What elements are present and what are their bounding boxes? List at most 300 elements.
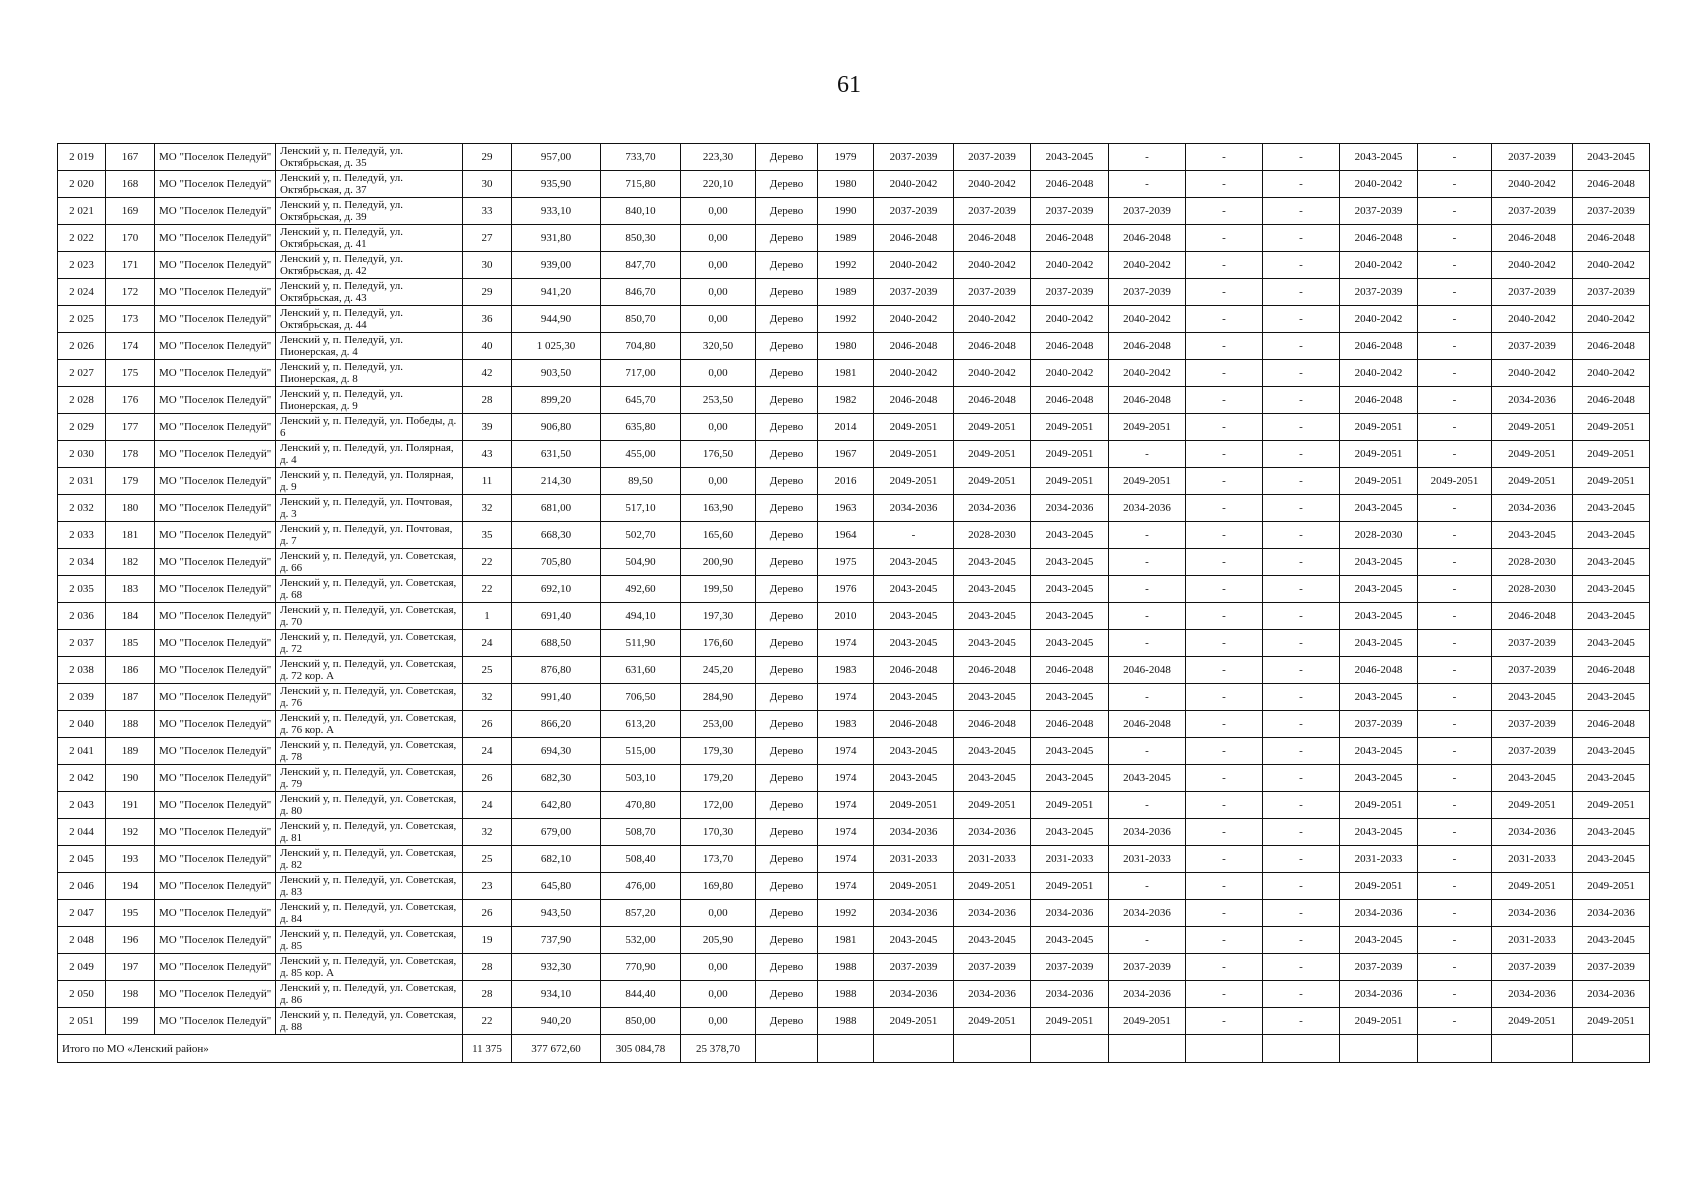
build-year-cell: 1981: [818, 360, 874, 387]
repair-period-8-cell: -: [1418, 360, 1492, 387]
residential-area-cell: 503,10: [601, 765, 681, 792]
repair-period-4-cell: -: [1109, 684, 1186, 711]
total-empty-cell: [756, 1035, 818, 1063]
building-number-cell: 190: [106, 765, 155, 792]
municipality-cell: МО "Поселок Пеледуй": [155, 279, 276, 306]
table-row: [58, 792, 1650, 819]
row-number-cell: 2 023: [58, 252, 106, 279]
municipality-cell: МО "Поселок Пеледуй": [155, 630, 276, 657]
repair-period-1-cell: 2043-2045: [874, 927, 954, 954]
total-empty-cell: [1031, 1035, 1109, 1063]
total-empty-cell: [1109, 1035, 1186, 1063]
total-area-cell: 866,20: [512, 711, 601, 738]
repair-period-7-cell: 2034-2036: [1340, 900, 1418, 927]
other-area-cell: 199,50: [681, 576, 756, 603]
repair-period-3-cell: 2034-2036: [1031, 981, 1109, 1008]
row-number-cell: 2 049: [58, 954, 106, 981]
repair-period-10-cell: 2046-2048: [1573, 711, 1650, 738]
building-number-cell: 192: [106, 819, 155, 846]
repair-period-6-cell: -: [1263, 225, 1340, 252]
repair-period-5-cell: -: [1186, 1008, 1263, 1035]
repair-period-2-cell: 2037-2039: [954, 954, 1031, 981]
repair-period-2-cell: 2043-2045: [954, 765, 1031, 792]
residential-area-cell: 508,40: [601, 846, 681, 873]
repair-period-9-cell: 2031-2033: [1492, 927, 1573, 954]
repair-period-2-cell: 2043-2045: [954, 927, 1031, 954]
repair-period-1-cell: 2037-2039: [874, 198, 954, 225]
repair-period-3-cell: 2037-2039: [1031, 279, 1109, 306]
repair-period-8-cell: -: [1418, 144, 1492, 171]
repair-period-7-cell: 2049-2051: [1340, 414, 1418, 441]
building-number-cell: 180: [106, 495, 155, 522]
row-number-cell: 2 039: [58, 684, 106, 711]
repair-period-7-cell: 2031-2033: [1340, 846, 1418, 873]
residents-count-cell: 11: [463, 468, 512, 495]
wall-material-cell: Дерево: [756, 576, 818, 603]
total-empty-cell: [1492, 1035, 1573, 1063]
wall-material-cell: Дерево: [756, 225, 818, 252]
repair-period-2-cell: 2034-2036: [954, 819, 1031, 846]
municipality-cell: МО "Поселок Пеледуй": [155, 252, 276, 279]
total-empty-cell: [818, 1035, 874, 1063]
repair-period-2-cell: 2043-2045: [954, 684, 1031, 711]
repair-period-3-cell: 2043-2045: [1031, 765, 1109, 792]
address-cell: Ленский у, п. Пеледуй, ул. Октябрьская, д. 44: [276, 306, 463, 333]
repair-period-9-cell: 2034-2036: [1492, 819, 1573, 846]
repair-period-2-cell: 2040-2042: [954, 360, 1031, 387]
building-number-cell: 194: [106, 873, 155, 900]
total-area-cell: 682,10: [512, 846, 601, 873]
repair-period-8-cell: -: [1418, 279, 1492, 306]
repair-period-8-cell: -: [1418, 711, 1492, 738]
total-area-cell: 1 025,30: [512, 333, 601, 360]
build-year-cell: 1980: [818, 171, 874, 198]
municipality-cell: МО "Поселок Пеледуй": [155, 900, 276, 927]
repair-period-10-cell: 2040-2042: [1573, 360, 1650, 387]
build-year-cell: 1963: [818, 495, 874, 522]
other-area-cell: 170,30: [681, 819, 756, 846]
repair-period-5-cell: -: [1186, 900, 1263, 927]
repair-period-5-cell: -: [1186, 576, 1263, 603]
repair-period-10-cell: 2043-2045: [1573, 765, 1650, 792]
table-row: [58, 549, 1650, 576]
residents-count-cell: 36: [463, 306, 512, 333]
total-area-cell: 931,80: [512, 225, 601, 252]
repair-period-6-cell: -: [1263, 873, 1340, 900]
repair-period-1-cell: 2034-2036: [874, 900, 954, 927]
wall-material-cell: Дерево: [756, 738, 818, 765]
repair-period-1-cell: 2037-2039: [874, 144, 954, 171]
repair-period-7-cell: 2049-2051: [1340, 468, 1418, 495]
repair-period-10-cell: 2037-2039: [1573, 954, 1650, 981]
repair-period-10-cell: 2043-2045: [1573, 738, 1650, 765]
residents-count-cell: 29: [463, 144, 512, 171]
municipality-cell: МО "Поселок Пеледуй": [155, 792, 276, 819]
repair-period-9-cell: 2037-2039: [1492, 279, 1573, 306]
residential-area-cell: 844,40: [601, 981, 681, 1008]
repair-period-6-cell: -: [1263, 819, 1340, 846]
repair-period-3-cell: 2040-2042: [1031, 306, 1109, 333]
build-year-cell: 1992: [818, 900, 874, 927]
repair-period-10-cell: 2049-2051: [1573, 414, 1650, 441]
repair-period-1-cell: -: [874, 522, 954, 549]
repair-period-6-cell: -: [1263, 738, 1340, 765]
repair-period-4-cell: 2034-2036: [1109, 981, 1186, 1008]
repair-period-7-cell: 2049-2051: [1340, 441, 1418, 468]
residents-count-cell: 32: [463, 495, 512, 522]
repair-period-10-cell: 2034-2036: [1573, 900, 1650, 927]
build-year-cell: 1974: [818, 684, 874, 711]
repair-period-2-cell: 2043-2045: [954, 738, 1031, 765]
building-number-cell: 171: [106, 252, 155, 279]
build-year-cell: 1979: [818, 144, 874, 171]
residential-area-cell: 631,60: [601, 657, 681, 684]
repair-period-5-cell: -: [1186, 630, 1263, 657]
repair-period-9-cell: 2049-2051: [1492, 1008, 1573, 1035]
repair-period-2-cell: 2049-2051: [954, 441, 1031, 468]
repair-period-1-cell: 2043-2045: [874, 603, 954, 630]
residential-area-cell: 645,70: [601, 387, 681, 414]
municipality-cell: МО "Поселок Пеледуй": [155, 333, 276, 360]
other-area-cell: 0,00: [681, 1008, 756, 1035]
repair-period-1-cell: 2031-2033: [874, 846, 954, 873]
build-year-cell: 1974: [818, 792, 874, 819]
build-year-cell: 1974: [818, 846, 874, 873]
total-area-cell: 899,20: [512, 387, 601, 414]
repair-period-10-cell: 2043-2045: [1573, 846, 1650, 873]
residential-area-cell: 715,80: [601, 171, 681, 198]
repair-period-1-cell: 2043-2045: [874, 630, 954, 657]
repair-period-7-cell: 2040-2042: [1340, 306, 1418, 333]
address-cell: Ленский у, п. Пеледуй, ул. Октябрьская, д. 39: [276, 198, 463, 225]
total-area-cell: 957,00: [512, 144, 601, 171]
build-year-cell: 1980: [818, 333, 874, 360]
total-row: [58, 1035, 1650, 1063]
housing-register-table: [57, 143, 1650, 1063]
repair-period-4-cell: -: [1109, 576, 1186, 603]
address-cell: Ленский у, п. Пеледуй, ул. Пионерская, д. 4: [276, 333, 463, 360]
other-area-cell: 0,00: [681, 279, 756, 306]
other-area-cell: 205,90: [681, 927, 756, 954]
other-area-cell: 200,90: [681, 549, 756, 576]
residential-area-cell: 840,10: [601, 198, 681, 225]
residents-count-cell: 22: [463, 1008, 512, 1035]
row-number-cell: 2 041: [58, 738, 106, 765]
repair-period-5-cell: -: [1186, 468, 1263, 495]
residential-area-cell: 850,00: [601, 1008, 681, 1035]
repair-period-8-cell: -: [1418, 603, 1492, 630]
municipality-cell: МО "Поселок Пеледуй": [155, 549, 276, 576]
table-row: [58, 900, 1650, 927]
total-empty-cell: [1418, 1035, 1492, 1063]
wall-material-cell: Дерево: [756, 792, 818, 819]
residents-count-cell: 24: [463, 738, 512, 765]
wall-material-cell: Дерево: [756, 630, 818, 657]
residents-count-cell: 43: [463, 441, 512, 468]
total-area-cell: 214,30: [512, 468, 601, 495]
repair-period-10-cell: 2034-2036: [1573, 981, 1650, 1008]
build-year-cell: 1989: [818, 279, 874, 306]
repair-period-7-cell: 2043-2045: [1340, 927, 1418, 954]
total-area-cell: 691,40: [512, 603, 601, 630]
row-number-cell: 2 027: [58, 360, 106, 387]
repair-period-2-cell: 2046-2048: [954, 657, 1031, 684]
residents-count-cell: 26: [463, 711, 512, 738]
residents-count-cell: 39: [463, 414, 512, 441]
row-number-cell: 2 019: [58, 144, 106, 171]
table-row: [58, 144, 1650, 171]
row-number-cell: 2 029: [58, 414, 106, 441]
total-empty-cell: [1263, 1035, 1340, 1063]
municipality-cell: МО "Поселок Пеледуй": [155, 576, 276, 603]
build-year-cell: 1992: [818, 306, 874, 333]
total-other-area: 25 378,70: [681, 1035, 756, 1063]
building-number-cell: 181: [106, 522, 155, 549]
repair-period-10-cell: 2046-2048: [1573, 657, 1650, 684]
repair-period-6-cell: -: [1263, 387, 1340, 414]
repair-period-5-cell: -: [1186, 738, 1263, 765]
repair-period-7-cell: 2046-2048: [1340, 657, 1418, 684]
repair-period-2-cell: 2040-2042: [954, 171, 1031, 198]
row-number-cell: 2 034: [58, 549, 106, 576]
wall-material-cell: Дерево: [756, 495, 818, 522]
repair-period-7-cell: 2037-2039: [1340, 711, 1418, 738]
repair-period-9-cell: 2037-2039: [1492, 657, 1573, 684]
row-number-cell: 2 025: [58, 306, 106, 333]
municipality-cell: МО "Поселок Пеледуй": [155, 387, 276, 414]
residential-area-cell: 517,10: [601, 495, 681, 522]
repair-period-8-cell: -: [1418, 387, 1492, 414]
repair-period-4-cell: 2040-2042: [1109, 360, 1186, 387]
residential-area-cell: 89,50: [601, 468, 681, 495]
repair-period-6-cell: -: [1263, 954, 1340, 981]
address-cell: Ленский у, п. Пеледуй, ул. Советская, д. 72 кор. А: [276, 657, 463, 684]
repair-period-1-cell: 2037-2039: [874, 279, 954, 306]
repair-period-5-cell: -: [1186, 873, 1263, 900]
repair-period-6-cell: -: [1263, 684, 1340, 711]
repair-period-7-cell: 2043-2045: [1340, 549, 1418, 576]
table-row: [58, 954, 1650, 981]
repair-period-1-cell: 2034-2036: [874, 495, 954, 522]
row-number-cell: 2 045: [58, 846, 106, 873]
repair-period-9-cell: 2046-2048: [1492, 603, 1573, 630]
residents-count-cell: 29: [463, 279, 512, 306]
address-cell: Ленский у, п. Пеледуй, ул. Советская, д. 76 кор. А: [276, 711, 463, 738]
repair-period-9-cell: 2049-2051: [1492, 441, 1573, 468]
total-area-cell: 737,90: [512, 927, 601, 954]
total-area-cell: 944,90: [512, 306, 601, 333]
building-number-cell: 196: [106, 927, 155, 954]
repair-period-5-cell: -: [1186, 225, 1263, 252]
repair-period-3-cell: 2043-2045: [1031, 684, 1109, 711]
residential-area-cell: 733,70: [601, 144, 681, 171]
address-cell: Ленский у, п. Пеледуй, ул. Пионерская, д. 8: [276, 360, 463, 387]
repair-period-7-cell: 2046-2048: [1340, 333, 1418, 360]
total-area-cell: 941,20: [512, 279, 601, 306]
wall-material-cell: Дерево: [756, 468, 818, 495]
repair-period-10-cell: 2043-2045: [1573, 819, 1650, 846]
repair-period-5-cell: -: [1186, 954, 1263, 981]
repair-period-3-cell: 2043-2045: [1031, 819, 1109, 846]
repair-period-2-cell: 2046-2048: [954, 225, 1031, 252]
municipality-cell: МО "Поселок Пеледуй": [155, 927, 276, 954]
repair-period-7-cell: 2043-2045: [1340, 819, 1418, 846]
build-year-cell: 1990: [818, 198, 874, 225]
row-number-cell: 2 024: [58, 279, 106, 306]
total-area-cell: 682,30: [512, 765, 601, 792]
other-area-cell: 253,50: [681, 387, 756, 414]
table-row: [58, 279, 1650, 306]
total-area: 377 672,60: [512, 1035, 601, 1063]
repair-period-4-cell: -: [1109, 441, 1186, 468]
repair-period-1-cell: 2049-2051: [874, 414, 954, 441]
repair-period-9-cell: 2037-2039: [1492, 954, 1573, 981]
residential-area-cell: 502,70: [601, 522, 681, 549]
repair-period-3-cell: 2043-2045: [1031, 603, 1109, 630]
table-row: [58, 333, 1650, 360]
repair-period-3-cell: 2034-2036: [1031, 495, 1109, 522]
other-area-cell: 0,00: [681, 252, 756, 279]
repair-period-8-cell: -: [1418, 792, 1492, 819]
repair-period-9-cell: 2034-2036: [1492, 900, 1573, 927]
repair-period-3-cell: 2046-2048: [1031, 711, 1109, 738]
repair-period-3-cell: 2037-2039: [1031, 954, 1109, 981]
repair-period-4-cell: 2046-2048: [1109, 711, 1186, 738]
repair-period-8-cell: -: [1418, 576, 1492, 603]
repair-period-4-cell: -: [1109, 603, 1186, 630]
total-area-cell: 631,50: [512, 441, 601, 468]
address-cell: Ленский у, п. Пеледуй, ул. Октябрьская, д. 37: [276, 171, 463, 198]
repair-period-2-cell: 2037-2039: [954, 144, 1031, 171]
build-year-cell: 1976: [818, 576, 874, 603]
repair-period-2-cell: 2049-2051: [954, 468, 1031, 495]
address-cell: Ленский у, п. Пеледуй, ул. Советская, д. 88: [276, 1008, 463, 1035]
repair-period-5-cell: -: [1186, 360, 1263, 387]
repair-period-4-cell: -: [1109, 144, 1186, 171]
repair-period-3-cell: 2046-2048: [1031, 387, 1109, 414]
residents-count-cell: 27: [463, 225, 512, 252]
municipality-cell: МО "Поселок Пеледуй": [155, 738, 276, 765]
total-residents: 11 375: [463, 1035, 512, 1063]
wall-material-cell: Дерево: [756, 333, 818, 360]
table-row: [58, 927, 1650, 954]
repair-period-7-cell: 2037-2039: [1340, 954, 1418, 981]
other-area-cell: 0,00: [681, 900, 756, 927]
repair-period-3-cell: 2043-2045: [1031, 549, 1109, 576]
repair-period-8-cell: -: [1418, 927, 1492, 954]
address-cell: Ленский у, п. Пеледуй, ул. Советская, д. 82: [276, 846, 463, 873]
row-number-cell: 2 051: [58, 1008, 106, 1035]
repair-period-1-cell: 2046-2048: [874, 387, 954, 414]
residential-area-cell: 850,30: [601, 225, 681, 252]
address-cell: Ленский у, п. Пеледуй, ул. Полярная, д. 9: [276, 468, 463, 495]
table-row: [58, 495, 1650, 522]
repair-period-5-cell: -: [1186, 549, 1263, 576]
residents-count-cell: 40: [463, 333, 512, 360]
repair-period-8-cell: -: [1418, 657, 1492, 684]
total-empty-cell: [874, 1035, 954, 1063]
repair-period-6-cell: -: [1263, 981, 1340, 1008]
building-number-cell: 199: [106, 1008, 155, 1035]
repair-period-5-cell: -: [1186, 495, 1263, 522]
repair-period-3-cell: 2049-2051: [1031, 468, 1109, 495]
repair-period-6-cell: -: [1263, 414, 1340, 441]
repair-period-8-cell: -: [1418, 873, 1492, 900]
repair-period-5-cell: -: [1186, 765, 1263, 792]
repair-period-7-cell: 2043-2045: [1340, 603, 1418, 630]
residents-count-cell: 33: [463, 198, 512, 225]
repair-period-8-cell: -: [1418, 981, 1492, 1008]
table-body: [58, 144, 1650, 1035]
building-number-cell: 175: [106, 360, 155, 387]
building-number-cell: 182: [106, 549, 155, 576]
repair-period-5-cell: -: [1186, 441, 1263, 468]
wall-material-cell: Дерево: [756, 360, 818, 387]
municipality-cell: МО "Поселок Пеледуй": [155, 198, 276, 225]
build-year-cell: 2014: [818, 414, 874, 441]
repair-period-6-cell: -: [1263, 576, 1340, 603]
other-area-cell: 223,30: [681, 144, 756, 171]
repair-period-6-cell: -: [1263, 1008, 1340, 1035]
other-area-cell: 220,10: [681, 171, 756, 198]
total-area-cell: 933,10: [512, 198, 601, 225]
table-row: [58, 981, 1650, 1008]
row-number-cell: 2 033: [58, 522, 106, 549]
build-year-cell: 1967: [818, 441, 874, 468]
total-area-cell: 668,30: [512, 522, 601, 549]
repair-period-5-cell: -: [1186, 171, 1263, 198]
build-year-cell: 1974: [818, 630, 874, 657]
residential-area-cell: 494,10: [601, 603, 681, 630]
other-area-cell: 0,00: [681, 954, 756, 981]
wall-material-cell: Дерево: [756, 846, 818, 873]
table-row: [58, 738, 1650, 765]
building-number-cell: 187: [106, 684, 155, 711]
address-cell: Ленский у, п. Пеледуй, ул. Почтовая, д. 7: [276, 522, 463, 549]
municipality-cell: МО "Поселок Пеледуй": [155, 603, 276, 630]
repair-period-8-cell: -: [1418, 333, 1492, 360]
repair-period-9-cell: 2034-2036: [1492, 981, 1573, 1008]
repair-period-9-cell: 2028-2030: [1492, 576, 1573, 603]
residential-area-cell: 850,70: [601, 306, 681, 333]
table-row: [58, 252, 1650, 279]
repair-period-6-cell: -: [1263, 927, 1340, 954]
repair-period-4-cell: -: [1109, 549, 1186, 576]
repair-period-8-cell: -: [1418, 495, 1492, 522]
repair-period-4-cell: -: [1109, 792, 1186, 819]
repair-period-2-cell: 2049-2051: [954, 414, 1031, 441]
repair-period-6-cell: -: [1263, 765, 1340, 792]
repair-period-9-cell: 2040-2042: [1492, 360, 1573, 387]
repair-period-1-cell: 2049-2051: [874, 441, 954, 468]
wall-material-cell: Дерево: [756, 954, 818, 981]
repair-period-7-cell: 2043-2045: [1340, 495, 1418, 522]
residents-count-cell: 22: [463, 576, 512, 603]
residential-area-cell: 770,90: [601, 954, 681, 981]
table-row: [58, 630, 1650, 657]
wall-material-cell: Дерево: [756, 1008, 818, 1035]
repair-period-5-cell: -: [1186, 414, 1263, 441]
repair-period-10-cell: 2046-2048: [1573, 225, 1650, 252]
repair-period-4-cell: 2034-2036: [1109, 495, 1186, 522]
repair-period-4-cell: 2037-2039: [1109, 198, 1186, 225]
repair-period-6-cell: -: [1263, 441, 1340, 468]
repair-period-2-cell: 2043-2045: [954, 576, 1031, 603]
building-number-cell: 168: [106, 171, 155, 198]
repair-period-8-cell: -: [1418, 738, 1492, 765]
address-cell: Ленский у, п. Пеледуй, ул. Полярная, д. 4: [276, 441, 463, 468]
repair-period-7-cell: 2043-2045: [1340, 144, 1418, 171]
